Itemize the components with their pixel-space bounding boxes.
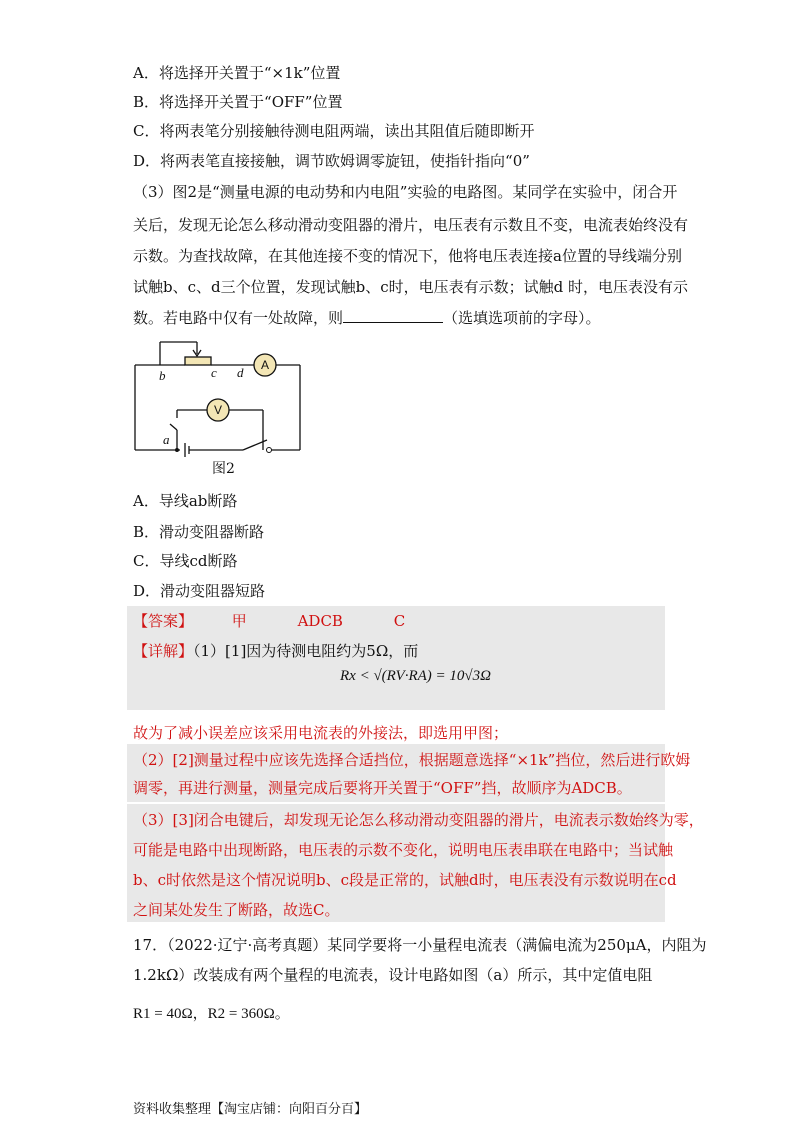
label-c: c (211, 365, 217, 380)
explain-line-4: （3）[3]闭合电键后，却发现无论怎么移动滑动变阻器的滑片，电流表示数始终为零， (133, 811, 704, 829)
ammeter-letter: A (260, 358, 270, 372)
answer-line (133, 611, 405, 631)
label-d: d (237, 365, 244, 380)
q17-line-2: 1.2kΩ）改装成有两个量程的电流表，设计电路如图（a）所示，其中定值电阻 (133, 966, 653, 984)
option-a-top: A．将选择开关置于“×1k”位置 (133, 64, 341, 82)
explain-line-3: 调零，再进行测量，测量完成后要将开关置于“OFF”挡，故顺序为ADCB。 (133, 779, 632, 797)
label-a: a (163, 432, 170, 447)
answer-blank (343, 308, 443, 323)
answer-item-2: ADCB (297, 612, 343, 630)
label-b: b (159, 368, 166, 383)
figure-caption: 图2 (212, 461, 235, 477)
switch-contact-icon (267, 448, 272, 453)
q17-line-3: R1 = 40Ω，R2 = 360Ω。 (133, 1006, 290, 1022)
q3-line-3: 示数。为查找故障，在其他连接不变的情况下，他将电压表连接a位置的导线端分别 (133, 247, 682, 265)
explain-line-6: b、c时依然是这个情况说明b、c段是正常的，试触d时，电压表没有示数说明在cd (133, 871, 677, 889)
option-c-bottom: C．导线cd断路 (133, 552, 238, 570)
explain-line-2: （2）[2]测量过程中应该先选择合适挡位，根据题意选择“×1k”挡位，然后进行欧姆 (133, 751, 691, 769)
q3-line-5-after: （选填选项前的字母）。 (443, 309, 601, 327)
answer-item-3: C (393, 612, 406, 630)
q3-line-5-before: 数。若电路中仅有一处故障，则 (133, 309, 344, 327)
q3-line-5 (133, 308, 601, 328)
voltmeter-letter: V (213, 403, 223, 417)
option-c-top: C．将两表笔分别接触待测电阻两端，读出其阻值后随即断开 (133, 122, 535, 140)
detail-line (133, 641, 418, 661)
circuit-diagram (125, 330, 325, 470)
junction-dot (175, 448, 179, 452)
explain-line-5: 可能是电路中出现断路，电压表的示数不变化，说明电压表串联在电路中；当试触 (133, 841, 674, 859)
detail-text: （1）[1]因为待测电阻约为5Ω，而 (193, 642, 419, 660)
q17-line-1: 17．（2022·辽宁·高考真题）某同学要将一小量程电流表（满偏电流为250μA，内阻为 (133, 936, 707, 954)
option-a-bottom: A．导线ab断路 (133, 492, 238, 510)
q3-line-2: 关后，发现无论怎么移动滑动变阻器的滑片，电压表有示数且不变，电流表始终没有 (133, 216, 689, 234)
detail-label: 【详解】 (133, 642, 194, 660)
option-d-bottom: D．滑动变阻器短路 (133, 582, 266, 600)
footer: 资料收集整理【淘宝店铺：向阳百分百】 (133, 1102, 368, 1117)
explain-line-7: 之间某处发生了断路，故选C。 (133, 901, 340, 919)
answer-label: 【答案】 (133, 612, 194, 630)
option-b-bottom: B．滑动变阻器断路 (133, 523, 265, 541)
q3-line-4: 试触b、c、d三个位置，发现试触b、c时，电压表有示数；试触d 时，电压表没有示 (133, 278, 688, 296)
answer-item-1: 甲 (231, 612, 247, 630)
explain-line-1: 故为了减小误差应该采用电流表的外接法，即选用甲图； (133, 724, 509, 742)
option-d-top: D．将两表笔直接接触，调节欧姆调零旋钮，使指针指向“0” (133, 152, 530, 170)
formula: Rx < √(RV·RA) = 10√3Ω (340, 668, 491, 684)
q3-line-1: （3）图2是“测量电源的电动势和内电阻”实验的电路图。某同学在实验中，闭合开 (133, 183, 678, 201)
option-b-top: B．将选择开关置于“OFF”位置 (133, 93, 343, 111)
